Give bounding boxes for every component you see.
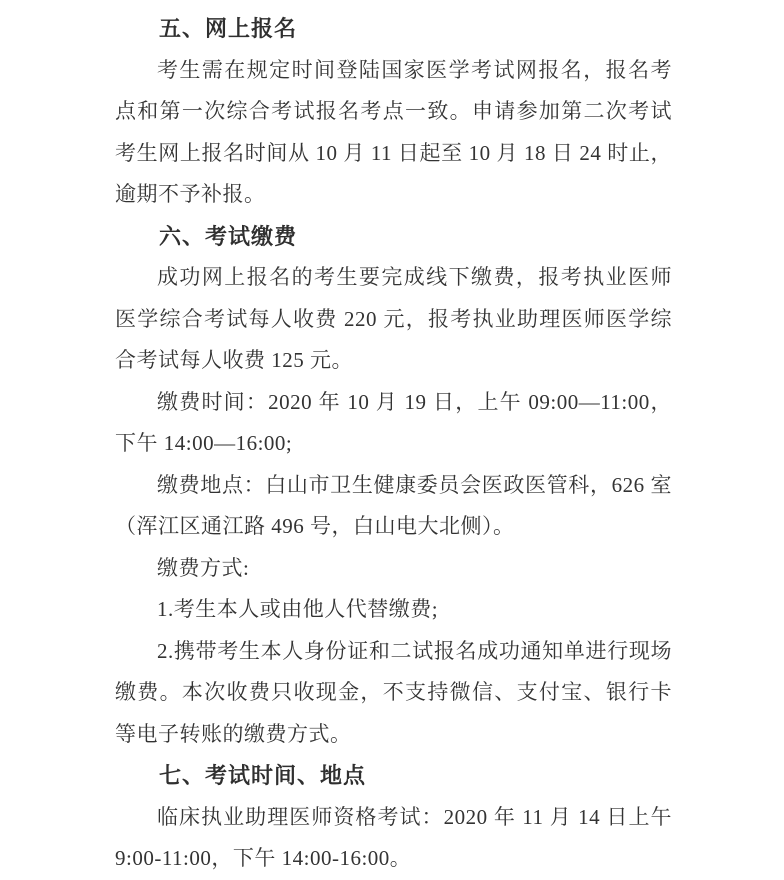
paragraph-payment-method-item-1: 1.考生本人或由他人代替缴费;: [157, 597, 439, 621]
paragraph-payment-time: 缴费时间：2020 年 10 月 19 日，上午 09:00—11:00，下午 14:00—16:00;: [115, 389, 672, 455]
paragraph-payment-overview: 成功网上报名的考生要完成线下缴费，报考执业医师医学综合考试每人收费 220 元，报考执业助理医师医学综合考试每人收费 125 元。: [115, 265, 672, 372]
paragraph-payment-location: 缴费地点：白山市卫生健康委员会医政医管科，626 室（浑江区通江路 496 号，白山电大北侧）。: [115, 472, 672, 538]
section-heading-exam-payment: 六、考试缴费: [159, 223, 298, 249]
paragraph-online-registration: 考生需在规定时间登陆国家医学考试网报名，报名考点和第一次综合考试报名考点一致。申请参加第二次考试考生网上报名时间从 10 月 11 日起至 10 月 18 日 24 时止，逾期不予补报。: [115, 57, 672, 206]
section-heading-online-registration: 五、网上报名: [159, 16, 298, 41]
paragraph-payment-method-label: 缴费方式:: [157, 555, 250, 580]
section-heading-exam-time-location: 七、考试时间、地点: [159, 763, 367, 788]
paragraph-payment-method-item-2: 2.携带考生本人身份证和二试报名成功通知单进行现场缴费。本次收费只收现金，不支持微信、支付宝、银行卡等电子转账的缴费方式。: [115, 638, 672, 746]
paragraph-exam-schedule: 临床执业助理医师资格考试：2020 年 11 月 14 日上午 9:00-11:00，下午 14:00-16:00。: [115, 804, 672, 870]
